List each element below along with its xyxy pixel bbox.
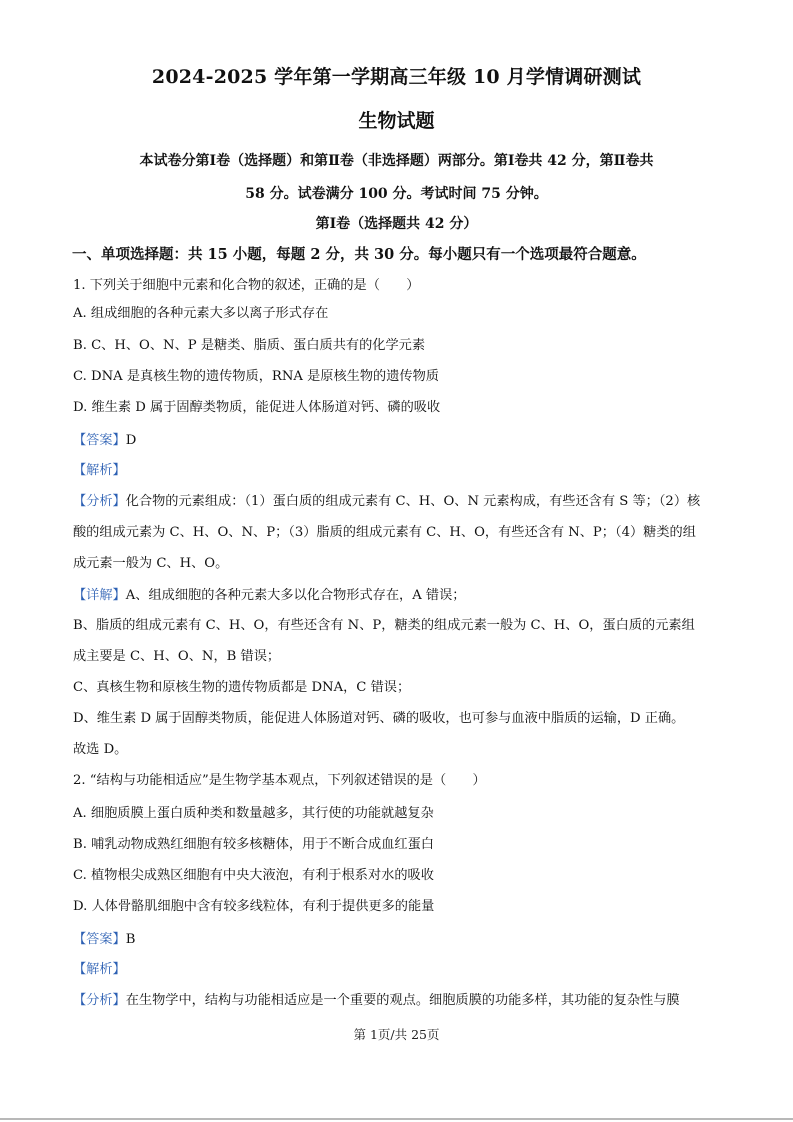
line-text: D: [125, 433, 137, 448]
line-text: A. 组成细胞的各种元素大多以离子形式存在: [73, 306, 329, 321]
line-text: A. 细胞质膜上蛋白质种类和数量越多，其行使的功能就越复杂: [73, 806, 434, 821]
text-line: [73, 368, 723, 386]
text-line: [73, 587, 723, 605]
section-tag: 【分析】: [73, 993, 126, 1008]
line-text: 化合物的元素组成：（1）蛋白质的组成元素有 C、H、O、N 元素构成，有些还含有 S 等；（2）核: [125, 494, 701, 509]
text-line: [73, 679, 723, 697]
text-line: [73, 524, 723, 542]
line-text: B: [125, 932, 136, 947]
section-tag: 【答案】: [73, 433, 126, 448]
line-text: A、组成细胞的各种元素大多以化合物形式存在，A 错误；: [125, 588, 466, 603]
line-text: B、脂质的组成元素有 C、H、O，有些还含有 N、P，糖类的组成元素一般为 C、H、O，蛋白质的元素组: [73, 618, 695, 633]
exam-notice-line-1: 本试卷分第Ⅰ卷（选择题）和第Ⅱ卷（非选择题）两部分。第Ⅰ卷共 42 分，第Ⅱ卷共: [139, 153, 654, 169]
bottom-rule: [0, 1118, 793, 1120]
line-text: 1. 下列关于细胞中元素和化合物的叙述，正确的是（ ）: [73, 278, 420, 293]
section-tag: 【答案】: [73, 932, 126, 947]
line-text: D、维生素 D 属于固醇类物质，能促进人体肠道对钙、磷的吸收，也可参与血液中脂质的运输，D 正确。: [73, 711, 685, 726]
exam-title: 2024-2025 学年第一学期高三年级 10 月学情调研测试: [151, 66, 642, 88]
exam-notice-line-2: 58 分。试卷满分 100 分。考试时间 75 分钟。: [245, 186, 548, 202]
text-line: [73, 399, 723, 417]
line-text: 酸的组成元素为 C、H、O、N、P；（3）脂质的组成元素有 C、H、O，有些还含有 N、P；（4）糖类的组: [73, 525, 696, 540]
text-line: [73, 992, 723, 1010]
text-line: [73, 741, 723, 759]
line-text: B. 哺乳动物成熟红细胞有较多核糖体，用于不断合成血红蛋白: [73, 837, 434, 852]
section-tag: 【分析】: [73, 494, 126, 509]
line-text: 2. “结构与功能相适应”是生物学基本观点，下列叙述错误的是（ ）: [73, 773, 486, 788]
text-line: [73, 772, 723, 790]
line-text: D. 维生素 D 属于固醇类物质，能促进人体肠道对钙、磷的吸收: [73, 400, 441, 415]
line-text: 在生物学中，结构与功能相适应是一个重要的观点。细胞质膜的功能多样，其功能的复杂性与膜: [125, 993, 680, 1008]
text-line: [73, 836, 723, 854]
exam-subject: 生物试题: [358, 110, 435, 132]
text-line: [73, 898, 723, 916]
part-title: 第Ⅰ卷（选择题共 42 分）: [315, 216, 478, 232]
text-line: [73, 555, 723, 573]
section-title: 一、单项选择题：共 15 小题，每题 2 分，共 30 分。每小题只有一个选项最符合题意。: [72, 246, 646, 263]
text-line: [73, 305, 723, 323]
text-line: [73, 277, 723, 295]
line-text: C. DNA 是真核生物的遗传物质，RNA 是原核生物的遗传物质: [73, 369, 439, 384]
text-line: [73, 432, 723, 450]
line-text: D. 人体骨骼肌细胞中含有较多线粒体，有利于提供更多的能量: [73, 899, 435, 914]
text-line: [73, 337, 723, 355]
line-text: C、真核生物和原核生物的遗传物质都是 DNA，C 错误；: [73, 680, 411, 695]
text-line: [73, 493, 723, 511]
line-text: 成主要是 C、H、O、N，B 错误；: [73, 649, 281, 664]
text-line: [73, 462, 723, 480]
text-line: [73, 867, 723, 885]
text-line: [73, 617, 723, 635]
section-tag: 【详解】: [73, 588, 126, 603]
line-text: C. 植物根尖成熟区细胞有中央大液泡，有利于根系对水的吸收: [73, 868, 434, 883]
text-line: [73, 931, 723, 949]
section-tag: 【解析】: [73, 962, 126, 977]
text-line: [73, 710, 723, 728]
text-line: [73, 648, 723, 666]
section-tag: 【解析】: [73, 463, 126, 478]
line-text: 成元素一般为 C、H、O。: [73, 556, 229, 571]
text-line: [73, 961, 723, 979]
page-footer: 第 1页/共 25页: [353, 1027, 440, 1042]
line-text: 故选 D。: [73, 742, 128, 757]
line-text: B. C、H、O、N、P 是糖类、脂质、蛋白质共有的化学元素: [73, 338, 426, 353]
text-line: [73, 805, 723, 823]
